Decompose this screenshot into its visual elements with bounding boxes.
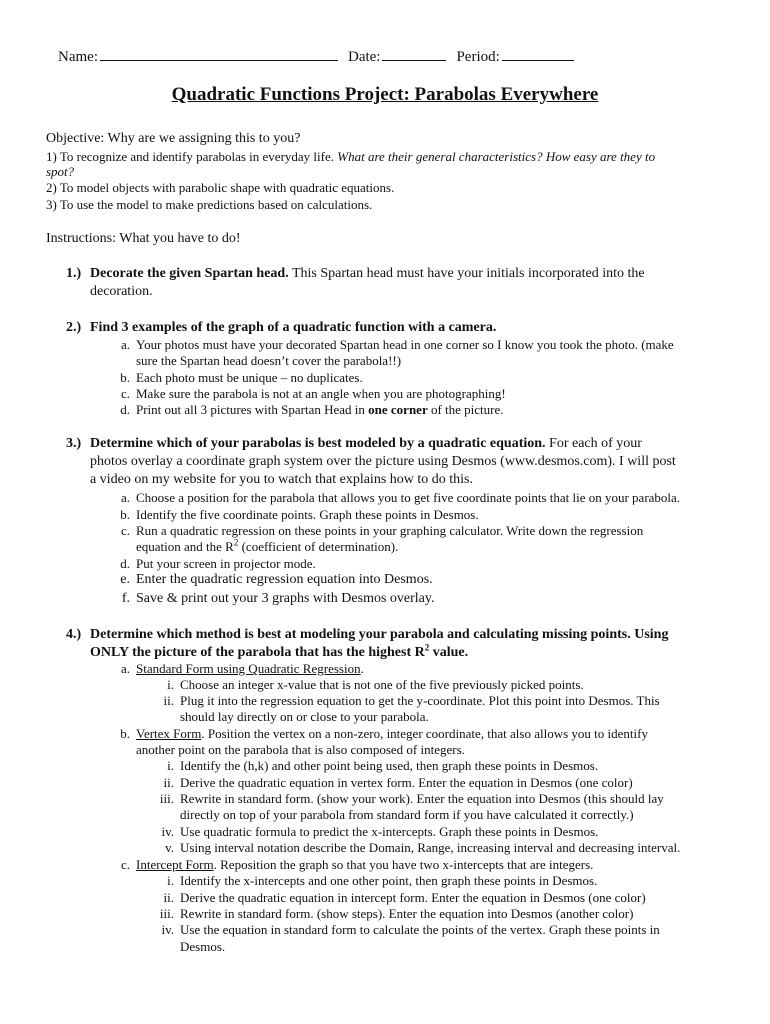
step-4-b-iii: iii. Rewrite in standard form. (show your work). Enter the equation into Desmos (this should lay (159, 791, 664, 806)
step-4-b-i: i. Identify the (h,k) and other point being used, then graph these points in Desmos. (167, 758, 599, 773)
step-1: 1.) Decorate the given Spartan head. This Spartan head must have your initials incorporated into the (66, 266, 645, 281)
step-4: 4.) Determine which method is best at modeling your parabola and calculating missing points. Using (66, 627, 669, 642)
objective-item-2: 2) To model objects with parabolic shape with quadratic equations. (46, 180, 395, 195)
step-4-b-v: v. Using interval notation describe the Domain, Range, increasing interval and decreasing interval. (165, 840, 681, 855)
step-4-cont: ONLY the picture of the parabola that has the highest $R^2$ value. (90, 642, 469, 660)
step-4-a-ii: ii. Plug it into the regression equation to get the y-coordinate. Plot this point into Desmos. This (163, 693, 660, 708)
step-4-item-c: c. Intercept Form. Reposition the graph so that you have two x-intercepts that are integers. (120, 857, 594, 872)
step-3-item-f: f. Save & print out your 3 graphs with Desmos overlay. (121, 591, 435, 606)
step-3-item-a: a. Choose a position for the parabola that allows you to get five coordinate points that lie on your parabola. (120, 490, 681, 505)
step-3-item-b: b. Identify the five coordinate points. Graph these points in Desmos. (120, 507, 479, 522)
name-blank (100, 46, 338, 61)
step-4-c-ii: ii. Derive the quadratic equation in intercept form. Enter the equation in Desmos (one color) (163, 890, 646, 905)
period-label: Period: (456, 49, 500, 65)
objective-item-1: 1) To recognize and identify parabolas in everyday life. What are their general characteristics? How easy are they to (46, 149, 656, 164)
objective-heading: Objective: Why are we assigning this to you? (46, 131, 301, 146)
step-4-c-i: i. Identify the x-intercepts and one other point, then graph these points in Desmos. (167, 873, 598, 888)
name-label: Name: (58, 49, 98, 65)
step-4-item-a: a. Standard Form using Quadratic Regression. (120, 661, 364, 676)
date-label: Date: (347, 49, 381, 65)
step-3-cont-2: a video on my website for you to watch that explains how to do this. (90, 472, 473, 487)
step-4-c-iv-cont: Desmos. (180, 939, 226, 954)
page-title: Quadratic Functions Project: Parabolas Everywhere (171, 84, 599, 105)
date-blank (382, 46, 446, 61)
header-fields (58, 46, 578, 66)
step-1-cont: decoration. (90, 284, 153, 299)
step-4-item-b: b. Vertex Form. Position the vertex on a non-zero, integer coordinate, that also allows you to identify (120, 726, 648, 741)
step-4-c-iv: iv. Use the equation in standard form to calculate the points of the vertex. Graph these points in (161, 922, 660, 937)
objective-item-1-cont: spot? (46, 164, 75, 179)
step-3-item-d: d. Put your screen in projector mode. (120, 556, 316, 571)
step-4-a-ii-cont: should lay directly on or close to your parabola. (180, 709, 429, 724)
step-4-b-iii-cont: directly on top of your parabola from standard form if you have calculated it correctly.) (180, 807, 634, 822)
step-3-item-c-cont: equation and the $R^2$ (coefficient of determination). (136, 537, 399, 554)
step-4-c-iii: iii. Rewrite in standard form. (show steps). Enter the equation into Desmos (another color) (159, 906, 634, 921)
step-2-item-b: b. Each photo must be unique – no duplicates. (120, 370, 363, 385)
step-3-item-c: c. Run a quadratic regression on these points in your graphing calculator. Write down the regression (120, 523, 644, 538)
step-4-item-b-cont: another point on the parabola that is also composed of integers. (136, 742, 465, 757)
step-4-b-ii: ii. Derive the quadratic equation in vertex form. Enter the equation in Desmos (one color) (163, 775, 633, 790)
step-3: 3.) Determine which of your parabolas is best modeled by a quadratic equation. For each of your (66, 436, 642, 451)
step-2-item-a: a. Your photos must have your decorated Spartan head in one corner so I know you took the photo. (make (120, 337, 674, 352)
step-2: 2.) Find 3 examples of the graph of a quadratic function with a camera. (66, 320, 497, 335)
period-blank (502, 46, 574, 61)
step-4-b-iv: iv. Use quadratic formula to predict the x-intercepts. Graph these points in Desmos. (161, 824, 599, 839)
step-2-item-c: c. Make sure the parabola is not at an angle when you are photographing! (120, 386, 506, 401)
step-3-item-e: e. Enter the quadratic regression equation into Desmos. (120, 572, 433, 587)
step-4-a-i: i. Choose an integer x-value that is not one of the five previously picked points. (167, 677, 584, 692)
objective-item-3: 3) To use the model to make predictions based on calculations. (46, 197, 373, 212)
step-2-item-a-cont: sure the Spartan head doesn’t cover the parabola!!) (136, 353, 402, 368)
step-3-cont-1: photos overlay a coordinate graph system over the picture using Desmos (www.desmos.com). I will post (90, 454, 676, 469)
step-2-item-d: d. Print out all 3 pictures with Spartan Head in one corner of the picture. (120, 402, 504, 417)
instructions-heading: Instructions: What you have to do! (46, 231, 241, 246)
